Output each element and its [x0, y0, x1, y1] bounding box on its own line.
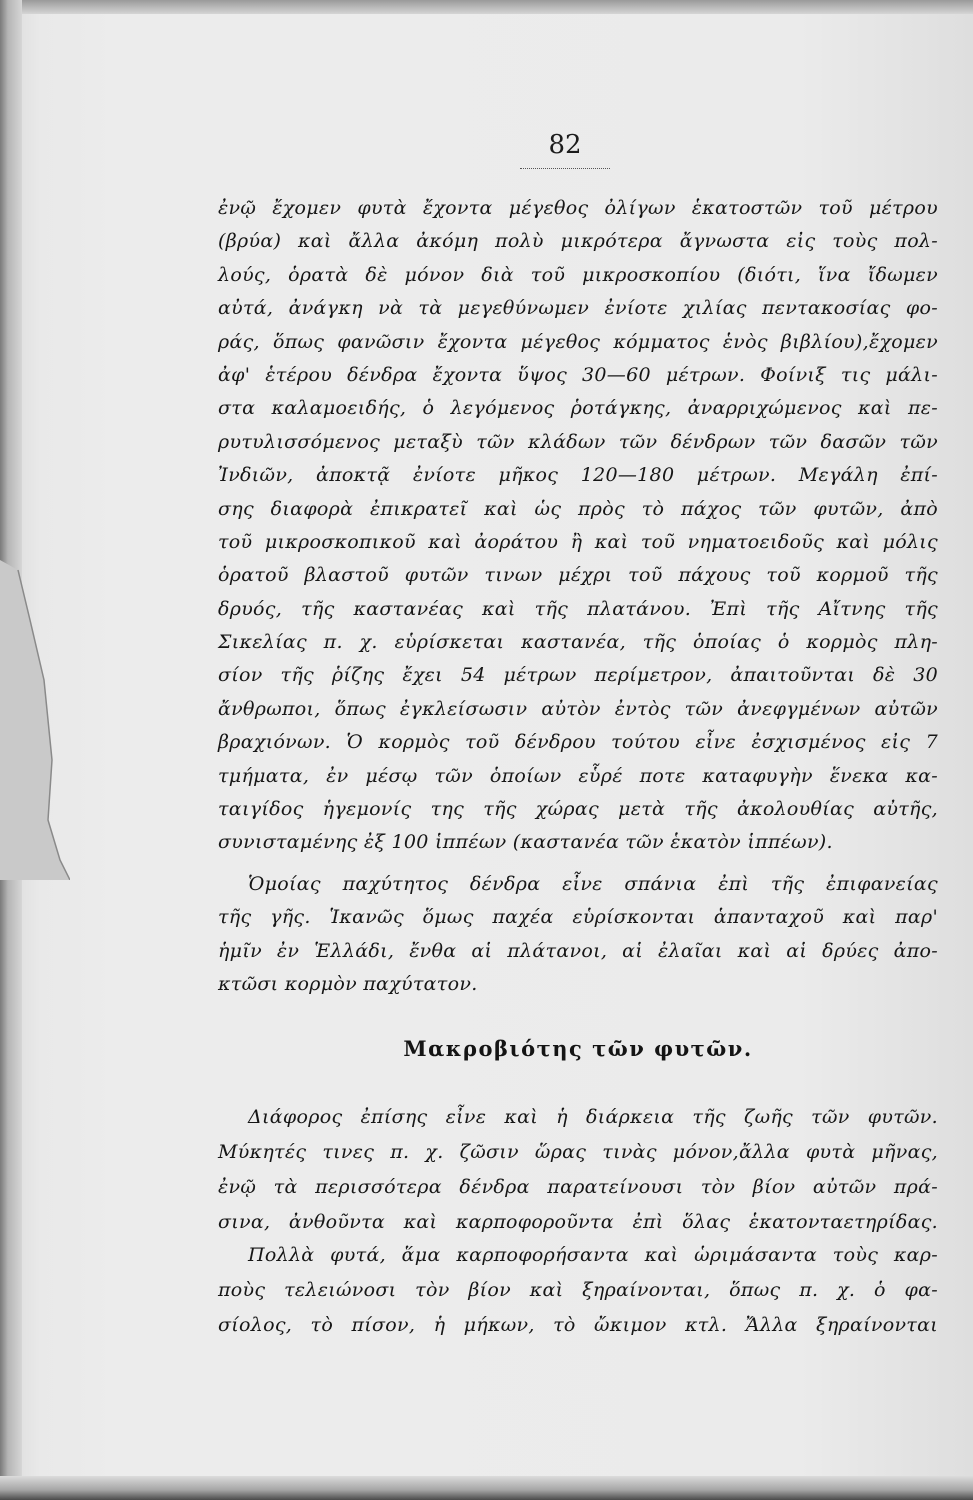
- page-bottom-edge: [0, 1476, 973, 1500]
- text-line: στα καλαμοειδής, ὁ λεγόμενος ῥοτάγκης, ἀναρριχώμενος καὶ πε-: [218, 397, 938, 420]
- paragraph-lifespan: [218, 1100, 938, 1240]
- text-line: συνισταμένης ἐξ 100 ἱππέων (καστανέα τῶν ἑκατὸν ἱππέων).: [218, 831, 833, 854]
- torn-margin: [0, 560, 70, 880]
- text-line: ταιγίδος ἡγεμονίς της τῆς χώρας μετὰ τῆς ἀκολουθίας αὐτῆς,: [218, 798, 938, 821]
- text-line: Μύκητές τινες π. χ. ζῶσιν ὥρας τινὰς μόνον,ἄλλα φυτὰ μῆνας,: [218, 1141, 938, 1163]
- page-top-edge: [0, 0, 973, 14]
- text-line: δρυός, τῆς καστανέας καὶ τῆς πλατάνου. Ἐπὶ τῆς Αἴτνης τῆς: [218, 597, 938, 620]
- text-line: ράς, ὅπως φανῶσιν ἔχοντα μέγεθος κόμματος ἑνὸς βιβλίου),ἔχομεν: [218, 330, 938, 353]
- text-line: Ἰνδιῶν, ἀποκτᾷ ἐνίοτε μῆκος 120—180 μέτρων. Μεγάλη ἐπί-: [218, 464, 938, 487]
- paragraph-thick-trees: [218, 868, 938, 1002]
- text-line: ρυτυλισσόμενος μεταξὺ τῶν κλάδων τῶν δένδρων τῶν δασῶν τῶν: [218, 430, 938, 453]
- text-line: κτῶσι κορμὸν παχύτατον.: [218, 973, 478, 996]
- text-line: τμήματα, ἐν μέσῳ τῶν ὁποίων εὗρέ ποτε καταφυγὴν ἕνεκα κα-: [218, 764, 938, 787]
- text-line: ποὺς τελειώνοσι τὸν βίον καὶ ξηραίνονται, ὅπως π. χ. ὁ φα-: [218, 1279, 938, 1301]
- text-line: Ὁμοίας παχύτητος δένδρα εἶνε σπάνια ἐπὶ τῆς ἐπιφανείας: [248, 873, 938, 895]
- text-line: ἐνῷ ἔχομεν φυτὰ ἔχοντα μέγεθος ὀλίγων ἑκατοστῶν τοῦ μέτρου: [218, 197, 938, 219]
- page-number: 82: [548, 130, 582, 160]
- text-line: ἡμῖν ἐν Ἑλλάδι, ἔνθα αἱ πλάτανοι, αἱ ἐλαῖαι καὶ αἱ δρύες ἀπο-: [218, 939, 938, 962]
- paragraph-annual-plants: [218, 1238, 938, 1343]
- text-line: σίολος, τὸ πίσον, ἡ μήκων, τὸ ὤκιμον κτλ. Ἄλλα ξηραίνονται: [218, 1314, 938, 1336]
- text-line: τοῦ μικροσκοπικοῦ καὶ ἀοράτου ἢ καὶ τοῦ νηματοειδοῦς καὶ μόλις: [218, 530, 938, 553]
- text-line: (βρύα) καὶ ἄλλα ἀκόμη πολὺ μικρότερα ἄγνωστα εἰς τοὺς πολ-: [218, 230, 938, 253]
- page-number-rule: [520, 168, 610, 169]
- text-line: σίον τῆς ῥίζης ἔχει 54 μέτρων περίμετρον, ἀπαιτοῦνται δὲ 30: [218, 664, 938, 687]
- text-line: αὐτά, ἀνάγκη νὰ τὰ μεγεθύνωμεν ἐνίοτε χιλίας πεντακοσίας φο-: [218, 297, 938, 320]
- section-heading: Μακροβιότης τῶν φυτῶν.: [403, 1036, 753, 1061]
- text-line: σης διαφορὰ ἐπικρατεῖ καὶ ὡς πρὸς τὸ πάχος τῶν φυτῶν, ἀπὸ: [218, 497, 938, 520]
- text-line: ἀφ' ἑτέρου δένδρα ἔχοντα ὕψος 30—60 μέτρων. Φοίνιξ τις μάλι-: [218, 363, 938, 386]
- text-line: σινα, ἀνθοῦντα καὶ καρποφοροῦντα ἐπὶ ὅλας ἑκατονταετηρίδας.: [218, 1211, 938, 1233]
- text-line: Διάφορος ἐπίσης εἶνε καὶ ἡ διάρκεια τῆς ζωῆς τῶν φυτῶν.: [248, 1106, 938, 1128]
- text-line: λούς, ὁρατὰ δὲ μόνον διὰ τοῦ μικροσκοπίου (διότι, ἵνα ἴδωμεν: [218, 263, 938, 286]
- text-line: ἐνῷ τὰ περισσότερα δένδρα παρατείνουσι τὸν βίον αὐτῶν πρά-: [218, 1176, 938, 1198]
- text-line: ὁρατοῦ βλαστοῦ φυτῶν τινων μέχρι τοῦ πάχους τοῦ κορμοῦ τῆς: [218, 564, 938, 587]
- text-line: ἄνθρωποι, ὅπως ἐγκλείσωσιν αὐτὸν ἐντὸς τῶν ἀνεφγμένων αὐτῶν: [218, 697, 938, 720]
- text-line: βραχιόνων. Ὁ κορμὸς τοῦ δένδρου τούτου εἶνε ἐσχισμένος εἰς 7: [218, 731, 938, 754]
- text-line: Πολλὰ φυτά, ἅμα καρποφορήσαντα καὶ ὡριμάσαντα τοὺς καρ-: [248, 1244, 938, 1266]
- paragraph-plant-sizes: [218, 192, 938, 860]
- text-line: Σικελίας π. χ. εὑρίσκεται καστανέα, τῆς ὁποίας ὁ κορμὸς πλη-: [218, 631, 938, 654]
- text-line: τῆς γῆς. Ἱκανῶς ὅμως παχέα εὑρίσκονται ἁπανταχοῦ καὶ παρ': [218, 906, 938, 929]
